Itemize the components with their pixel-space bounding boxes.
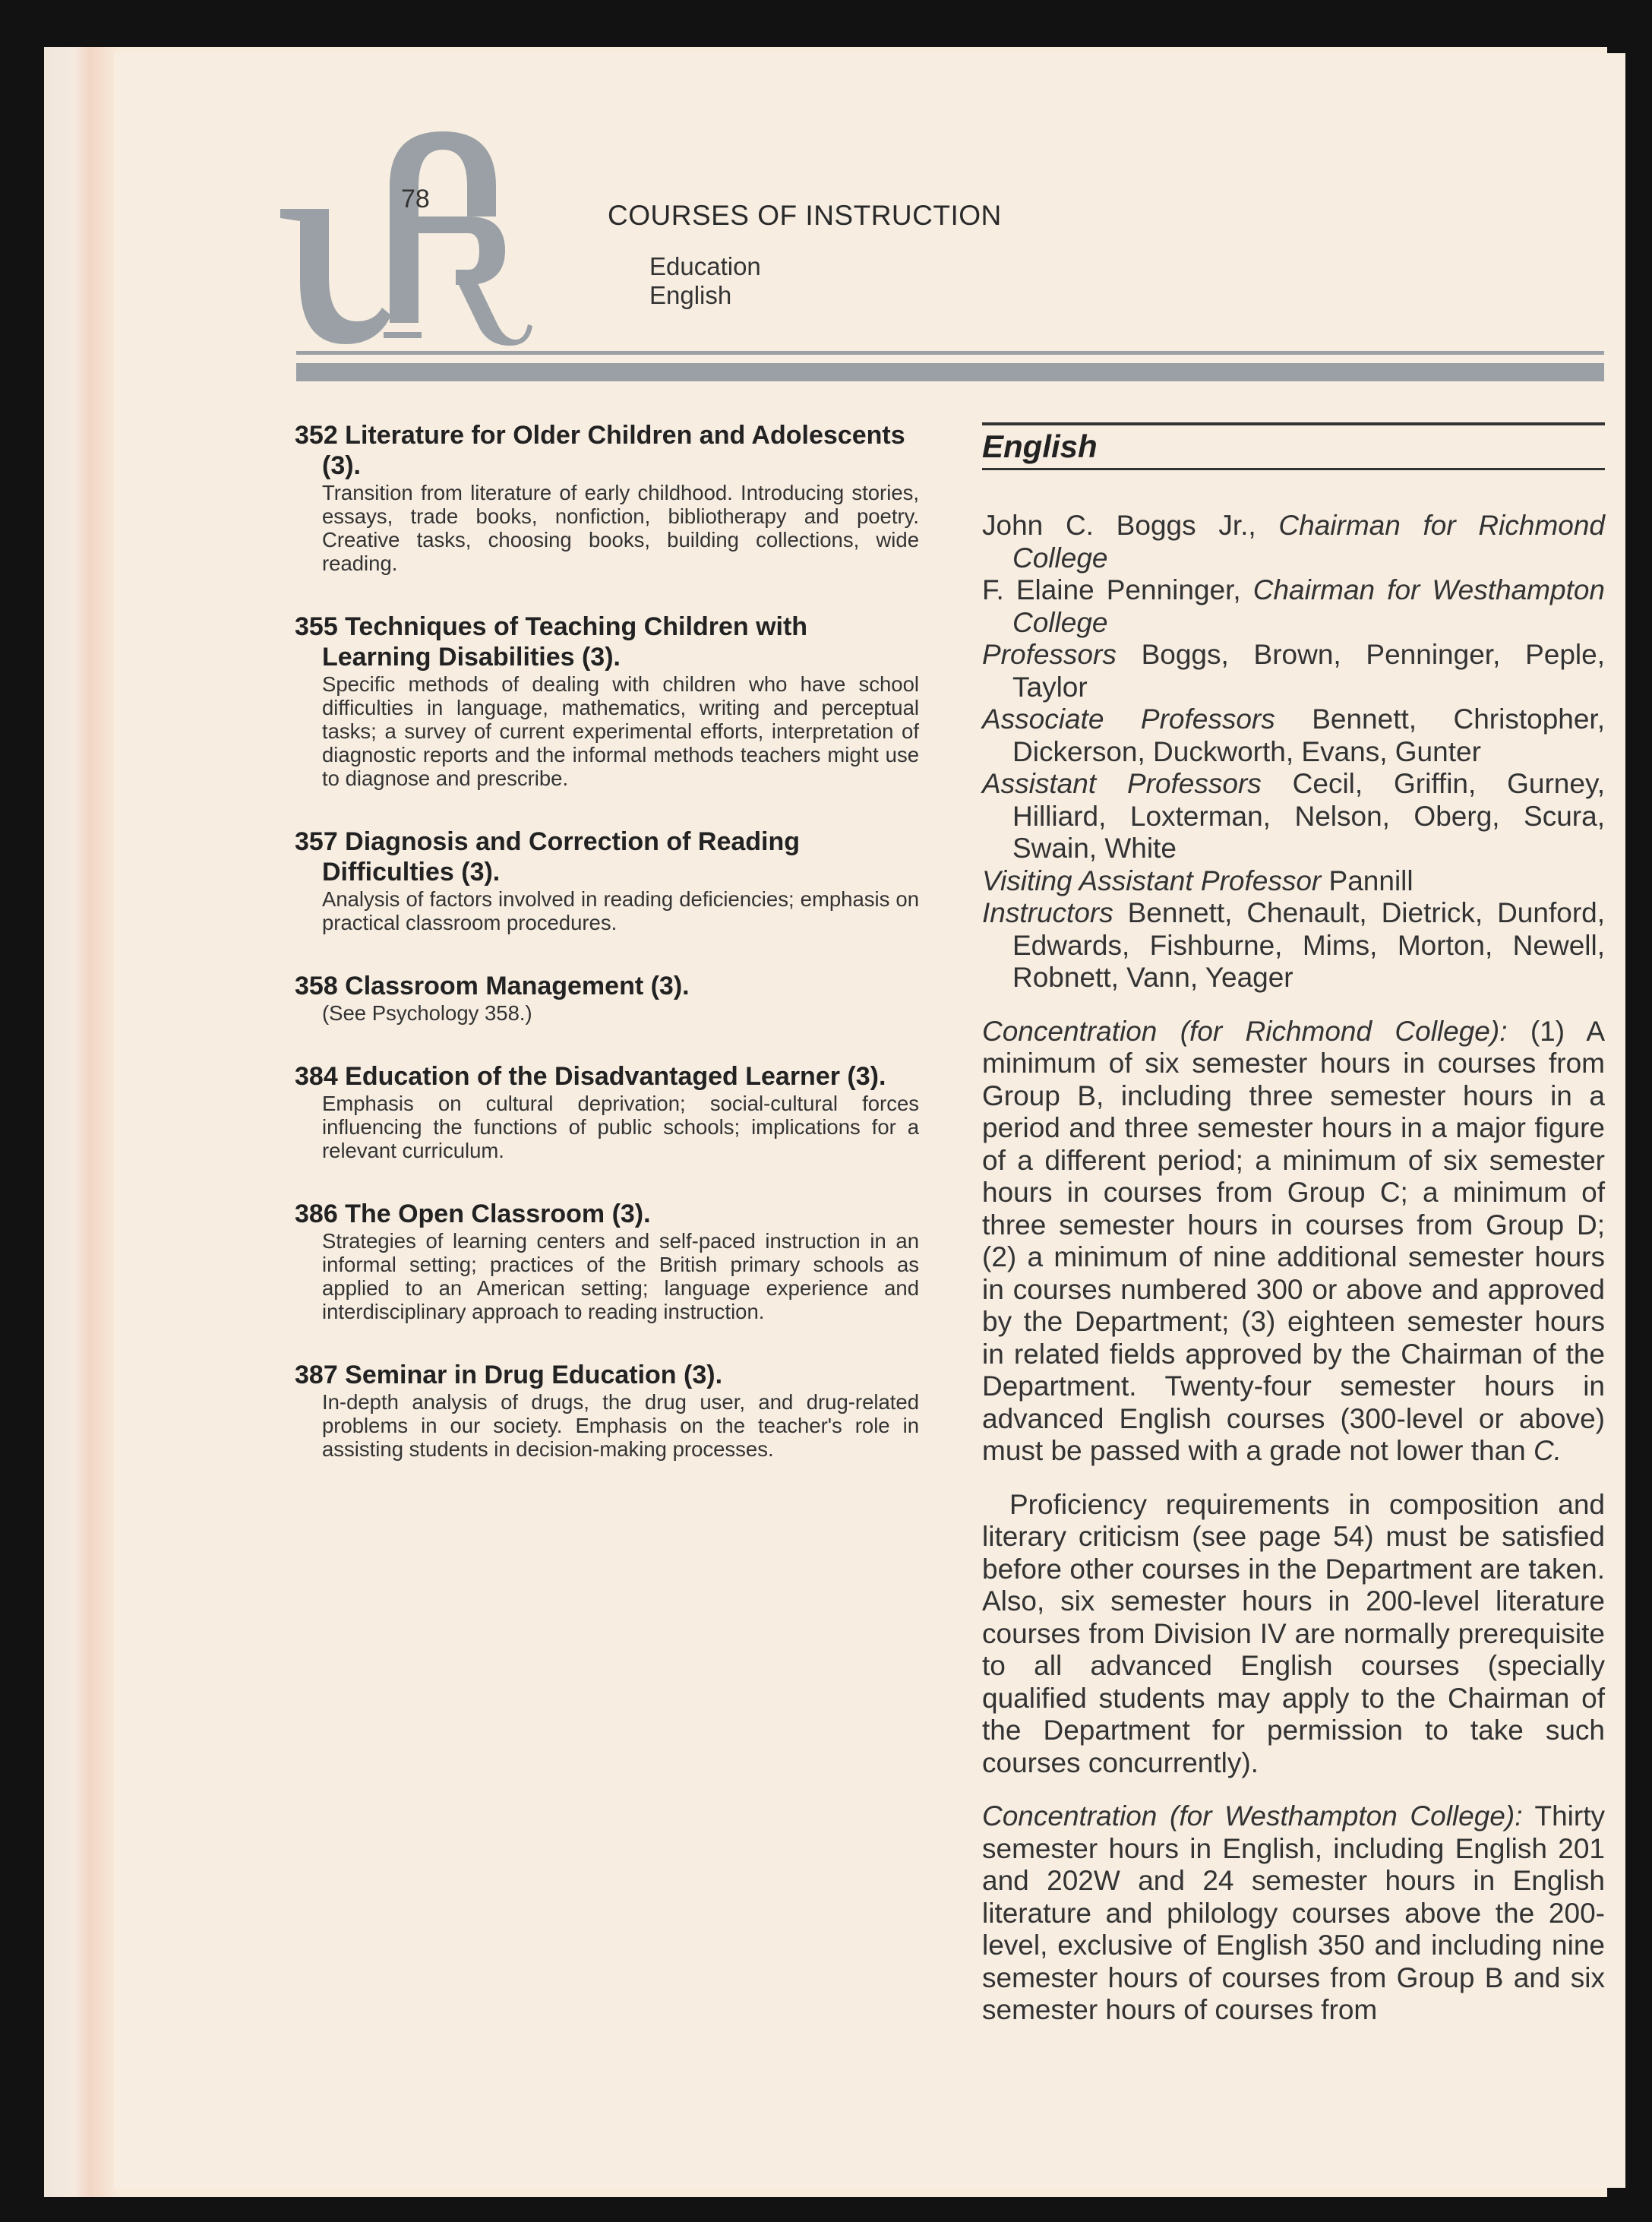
- education-course-list: [295, 420, 919, 1497]
- faculty-role: Professors: [982, 639, 1117, 670]
- course-title: 386 The Open Classroom (3).: [295, 1200, 651, 1228]
- faculty-name: John C. Boggs Jr.,: [982, 510, 1256, 541]
- concentration-westhampton-label: Concentration (for Westhampton College):: [982, 1800, 1523, 1832]
- concentration-richmond-text: (1) A minimum of six semester hours in courses from Group B, including three semester hours in a period and three semester hours in a major figure of a different period; a minimum of six semester hours in courses from Group C; a minimum of three semester hours in courses from Group D; (2) a minimum of nine additional semester hours in courses numbered 300 or above and approved by the Department; (3) eighteen semester hours in related fields approved by the Chairman of the Department. Twenty-four semester hours in advanced English courses (300-level or above) must be passed with a grade not lower than: [982, 1015, 1605, 1466]
- faculty-role: Visiting Assistant Professor: [982, 864, 1322, 896]
- faculty-entry: [982, 897, 1605, 994]
- faculty-role: Associate Professors: [982, 703, 1275, 735]
- faculty-role: Chairman for Westhampton College: [1012, 574, 1606, 638]
- course-description: (See Psychology 358.): [322, 1001, 532, 1025]
- course-title: 355 Techniques of Teaching Children with Learning Disabilities (3).: [295, 612, 808, 672]
- concentration-richmond-label: Concentration (for Richmond College):: [982, 1015, 1508, 1047]
- course-title: 357 Diagnosis and Correction of Reading Difficulties (3).: [295, 827, 801, 887]
- faculty-entry: [982, 865, 1605, 898]
- header-rule-thick: [296, 363, 1604, 381]
- faculty-role: Instructors: [982, 897, 1113, 928]
- course-title: 384 Education of the Disadvantaged Learner (3).: [295, 1062, 886, 1091]
- course-title: 352 Literature for Older Children and Adolescents (3).: [295, 421, 905, 480]
- faculty-entry: [982, 639, 1605, 703]
- faculty-name: Bennett, Chenault, Dietrick, Dunford, Edwards, Fishburne, Mims, Morton, Newell, Robnett, Vann, Yeager: [1012, 897, 1606, 993]
- faculty-entry: [982, 703, 1605, 768]
- faculty-name: Cecil, Griffin, Gurney, Hilliard, Loxterman, Nelson, Oberg, Scura, Swain, White: [1012, 768, 1605, 864]
- course-description: Transition from literature of early childhood. Introducing stories, essays, trade books, nonfiction, bibliotherapy and poetry. Creative tasks, choosing books, building collections, wide reading.: [322, 481, 919, 575]
- course-description: Analysis of factors involved in reading deficiencies; emphasis on practical classroom procedures.: [322, 887, 919, 934]
- faculty-entry: [982, 574, 1605, 639]
- faculty-name: Pannill: [1328, 864, 1414, 896]
- header-rule-thin: [296, 351, 1604, 355]
- faculty-role: Chairman for Richmond College: [1012, 510, 1606, 574]
- course-entry: [295, 827, 919, 934]
- course-entry: [295, 1199, 919, 1323]
- course-title: 358 Classroom Management (3).: [295, 972, 690, 1000]
- course-description: In-depth analysis of drugs, the drug user, and drug-related problems in our society. Emphasis on the teacher's role in assisting students in decision-making processes.: [322, 1390, 919, 1461]
- course-description: Strategies of learning centers and self-paced instruction in an informal setting; practices of the British primary schools as applied to an American setting; language experience and interdisciplinary approach to reading instruction.: [322, 1229, 919, 1323]
- course-entry: [295, 420, 919, 575]
- concentration-westhampton-text: Thirty semester hours in English, including English 201 and 202W and 24 semester hours in English literature and philology courses above the 200-level, exclusive of English 350 and including nine semester hours of courses from Group B and six semester hours of courses from: [982, 1800, 1605, 2025]
- grade-value: C.: [1534, 1435, 1562, 1466]
- faculty-name: F. Elaine Penninger,: [982, 574, 1241, 605]
- section-rule-bottom: [982, 468, 1605, 470]
- course-description: Specific methods of dealing with children who have school difficulties in language, mathematics, writing and perceptual tasks; a survey of current experimental efforts, interpretation of diagnostic reports and the informal methods teachers might use to diagnose and prescribe.: [322, 672, 919, 790]
- course-description: Emphasis on cultural deprivation; social-cultural forces influencing the functions of public schools; implications for a relevant curriculum.: [322, 1092, 919, 1162]
- page-number: 78: [401, 185, 430, 213]
- faculty-name: Boggs, Brown, Penninger, Peple, Taylor: [1012, 639, 1605, 703]
- english-heading: English: [982, 428, 1098, 464]
- faculty-entry: [982, 510, 1605, 574]
- subtitle-education: Education: [649, 252, 761, 280]
- proficiency-requirements: Proficiency requirements in composition and literary criticism (see page 54) must be satisfied before other courses in the Department are taken. Also, six semester hours in 200-level literature courses from Division IV are normally prerequisite to all advanced English courses (specially qualified students may apply to the Chairman of the Department for permission to take such courses concurrently).: [982, 1488, 1605, 1778]
- english-section: [982, 422, 1605, 2027]
- faculty-name: Bennett, Christopher, Dickerson, Duckworth, Evans, Gunter: [1012, 703, 1605, 767]
- course-title: 387 Seminar in Drug Education (3).: [295, 1361, 723, 1389]
- subtitle-english: English: [649, 281, 732, 309]
- course-entry: [295, 612, 919, 790]
- concentration-richmond: [982, 1016, 1605, 1468]
- ur-logo: [277, 125, 581, 346]
- faculty-entry: [982, 768, 1605, 865]
- faculty-role: Assistant Professors: [982, 768, 1262, 799]
- course-entry: [295, 1061, 919, 1162]
- course-entry: [295, 1360, 919, 1461]
- course-entry: [295, 971, 919, 1025]
- section-title: COURSES OF INSTRUCTION: [608, 200, 1002, 231]
- concentration-westhampton: [982, 1800, 1605, 2027]
- faculty-list: [982, 510, 1605, 994]
